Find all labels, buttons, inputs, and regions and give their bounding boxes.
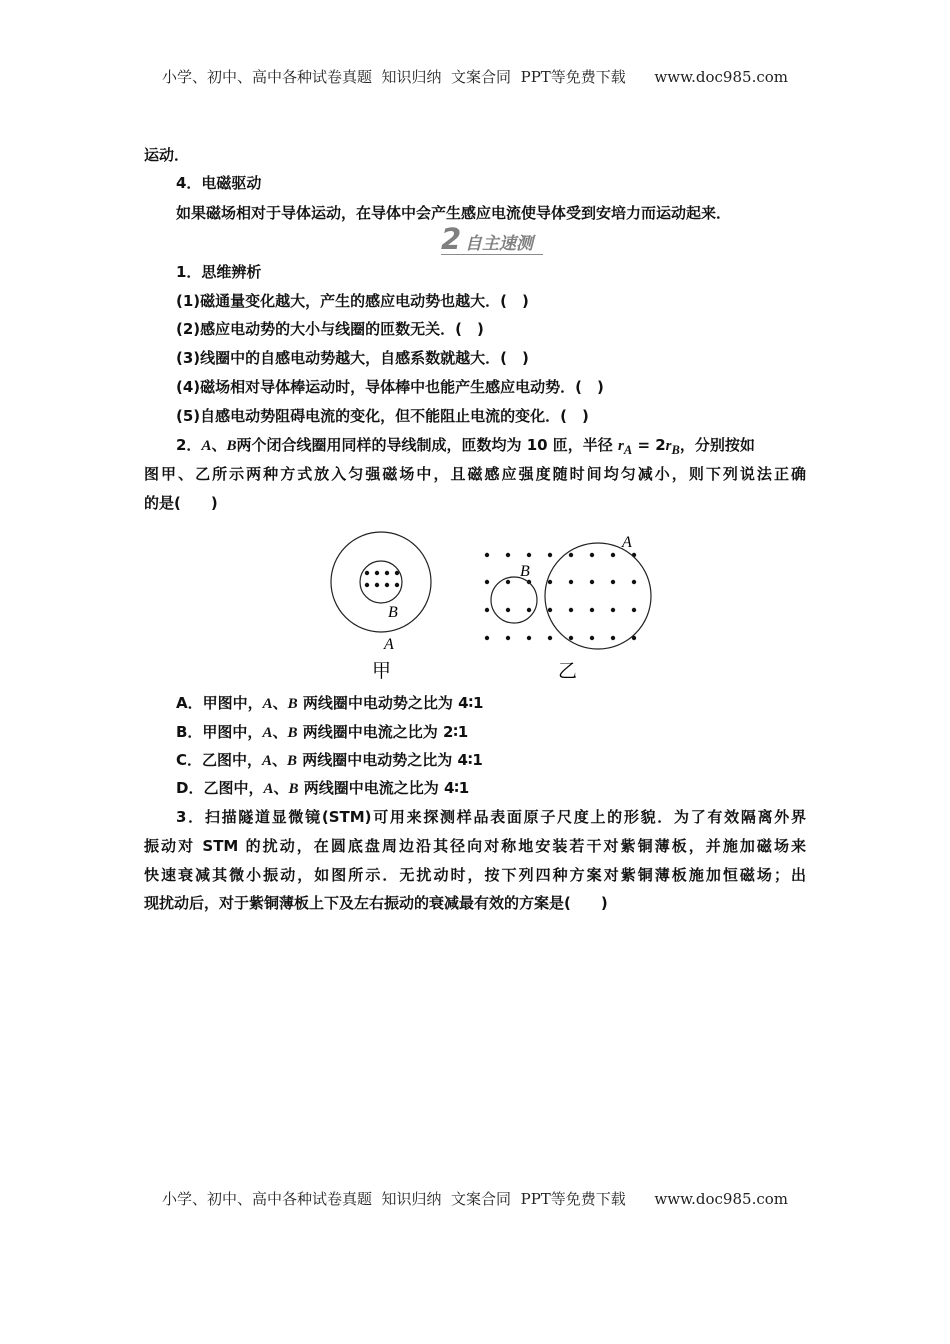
label-b-right: B bbox=[520, 563, 530, 580]
q2-option-d: D．乙图中，A、B 两线圈中电流之比为 4∶1 bbox=[176, 779, 470, 797]
field-dots-right bbox=[485, 553, 636, 640]
q2-line-3: 的是( ) bbox=[144, 494, 218, 512]
coil-a-right bbox=[545, 543, 651, 649]
page-footer: 小学、初中、高中各种试卷真题 知识归纳 文案合同 PPT等免费下载 www.doc985.com bbox=[161, 1190, 788, 1208]
q2-line-1: 2．A、B两个闭合线圈用同样的导线制成，匝数均为 10 匝，半径 $r_A = 2r_B$，分别按如 bbox=[176, 436, 755, 457]
q1-item-3: (3)线圈中的自感电动势越大，自感系数就越大．( ) bbox=[176, 349, 529, 367]
coil-b-left bbox=[360, 561, 402, 603]
section-title: 4．电磁驱动 bbox=[176, 174, 262, 192]
q1-item-2: (2)感应电动势的大小与线圈的匝数无关．( ) bbox=[176, 320, 484, 338]
q3-line-3: 快速衰减其微小振动，如图所示．无扰动时，按下列四种方案对紫铜薄板施加恒磁场；出 bbox=[144, 866, 806, 884]
q3-line-4: 现扰动后，对于紫铜薄板上下及左右振动的衰减最有效的方案是( ) bbox=[144, 894, 608, 912]
coil-a-left bbox=[331, 532, 431, 632]
q1-item-5: (5)自感电动势阻碍电流的变化，但不能阻止电流的变化．( ) bbox=[176, 407, 589, 425]
section-badge bbox=[441, 222, 543, 256]
label-a-right: A bbox=[622, 534, 632, 551]
coil-b-right bbox=[491, 577, 537, 623]
q2-line-2: 图甲、乙所示两种方式放入匀强磁场中，且磁感应强度随时间均匀减小，则下列说法正确 bbox=[144, 465, 806, 483]
q2-figure bbox=[320, 525, 660, 685]
q2-option-a: A．甲图中，A、B 两线圈中电动势之比为 4∶1 bbox=[176, 694, 484, 712]
label-a-left: A bbox=[384, 636, 394, 653]
q1-item-1: (1)磁通量变化越大，产生的感应电动势也越大．( ) bbox=[176, 292, 529, 310]
caption-right: 乙 bbox=[558, 661, 578, 682]
q2-option-c: C．乙图中，A、B 两线圈中电动势之比为 4∶1 bbox=[176, 751, 483, 769]
q3-line-2: 振动对 STM 的扰动，在圆底盘周边沿其径向对称地安装若干对紫铜薄板，并施加磁场来 bbox=[144, 837, 806, 855]
q2-option-b: B．甲图中，A、B 两线圈中电流之比为 2∶1 bbox=[176, 723, 469, 741]
continued-text: 运动． bbox=[144, 146, 190, 164]
field-dots-left bbox=[365, 571, 399, 587]
caption-left: 甲 bbox=[372, 661, 392, 682]
q1-title: 1．思维辨析 bbox=[176, 263, 262, 281]
section-text: 如果磁场相对于导体运动，在导体中会产生感应电流使导体受到安培力而运动起来． bbox=[176, 204, 732, 222]
label-b-left: B bbox=[388, 604, 398, 621]
badge-text: 自主速测 bbox=[465, 234, 533, 254]
badge-number: 2 bbox=[441, 222, 462, 256]
q1-item-4: (4)磁场相对导体棒运动时，导体棒中也能产生感应电动势．( ) bbox=[176, 378, 604, 396]
page-header: 小学、初中、高中各种试卷真题 知识归纳 文案合同 PPT等免费下载 www.doc985.com bbox=[161, 68, 788, 86]
q3-line-1: 3．扫描隧道显微镜(STM)可用来探测样品表面原子尺度上的形貌．为了有效隔离外界 bbox=[176, 808, 806, 826]
